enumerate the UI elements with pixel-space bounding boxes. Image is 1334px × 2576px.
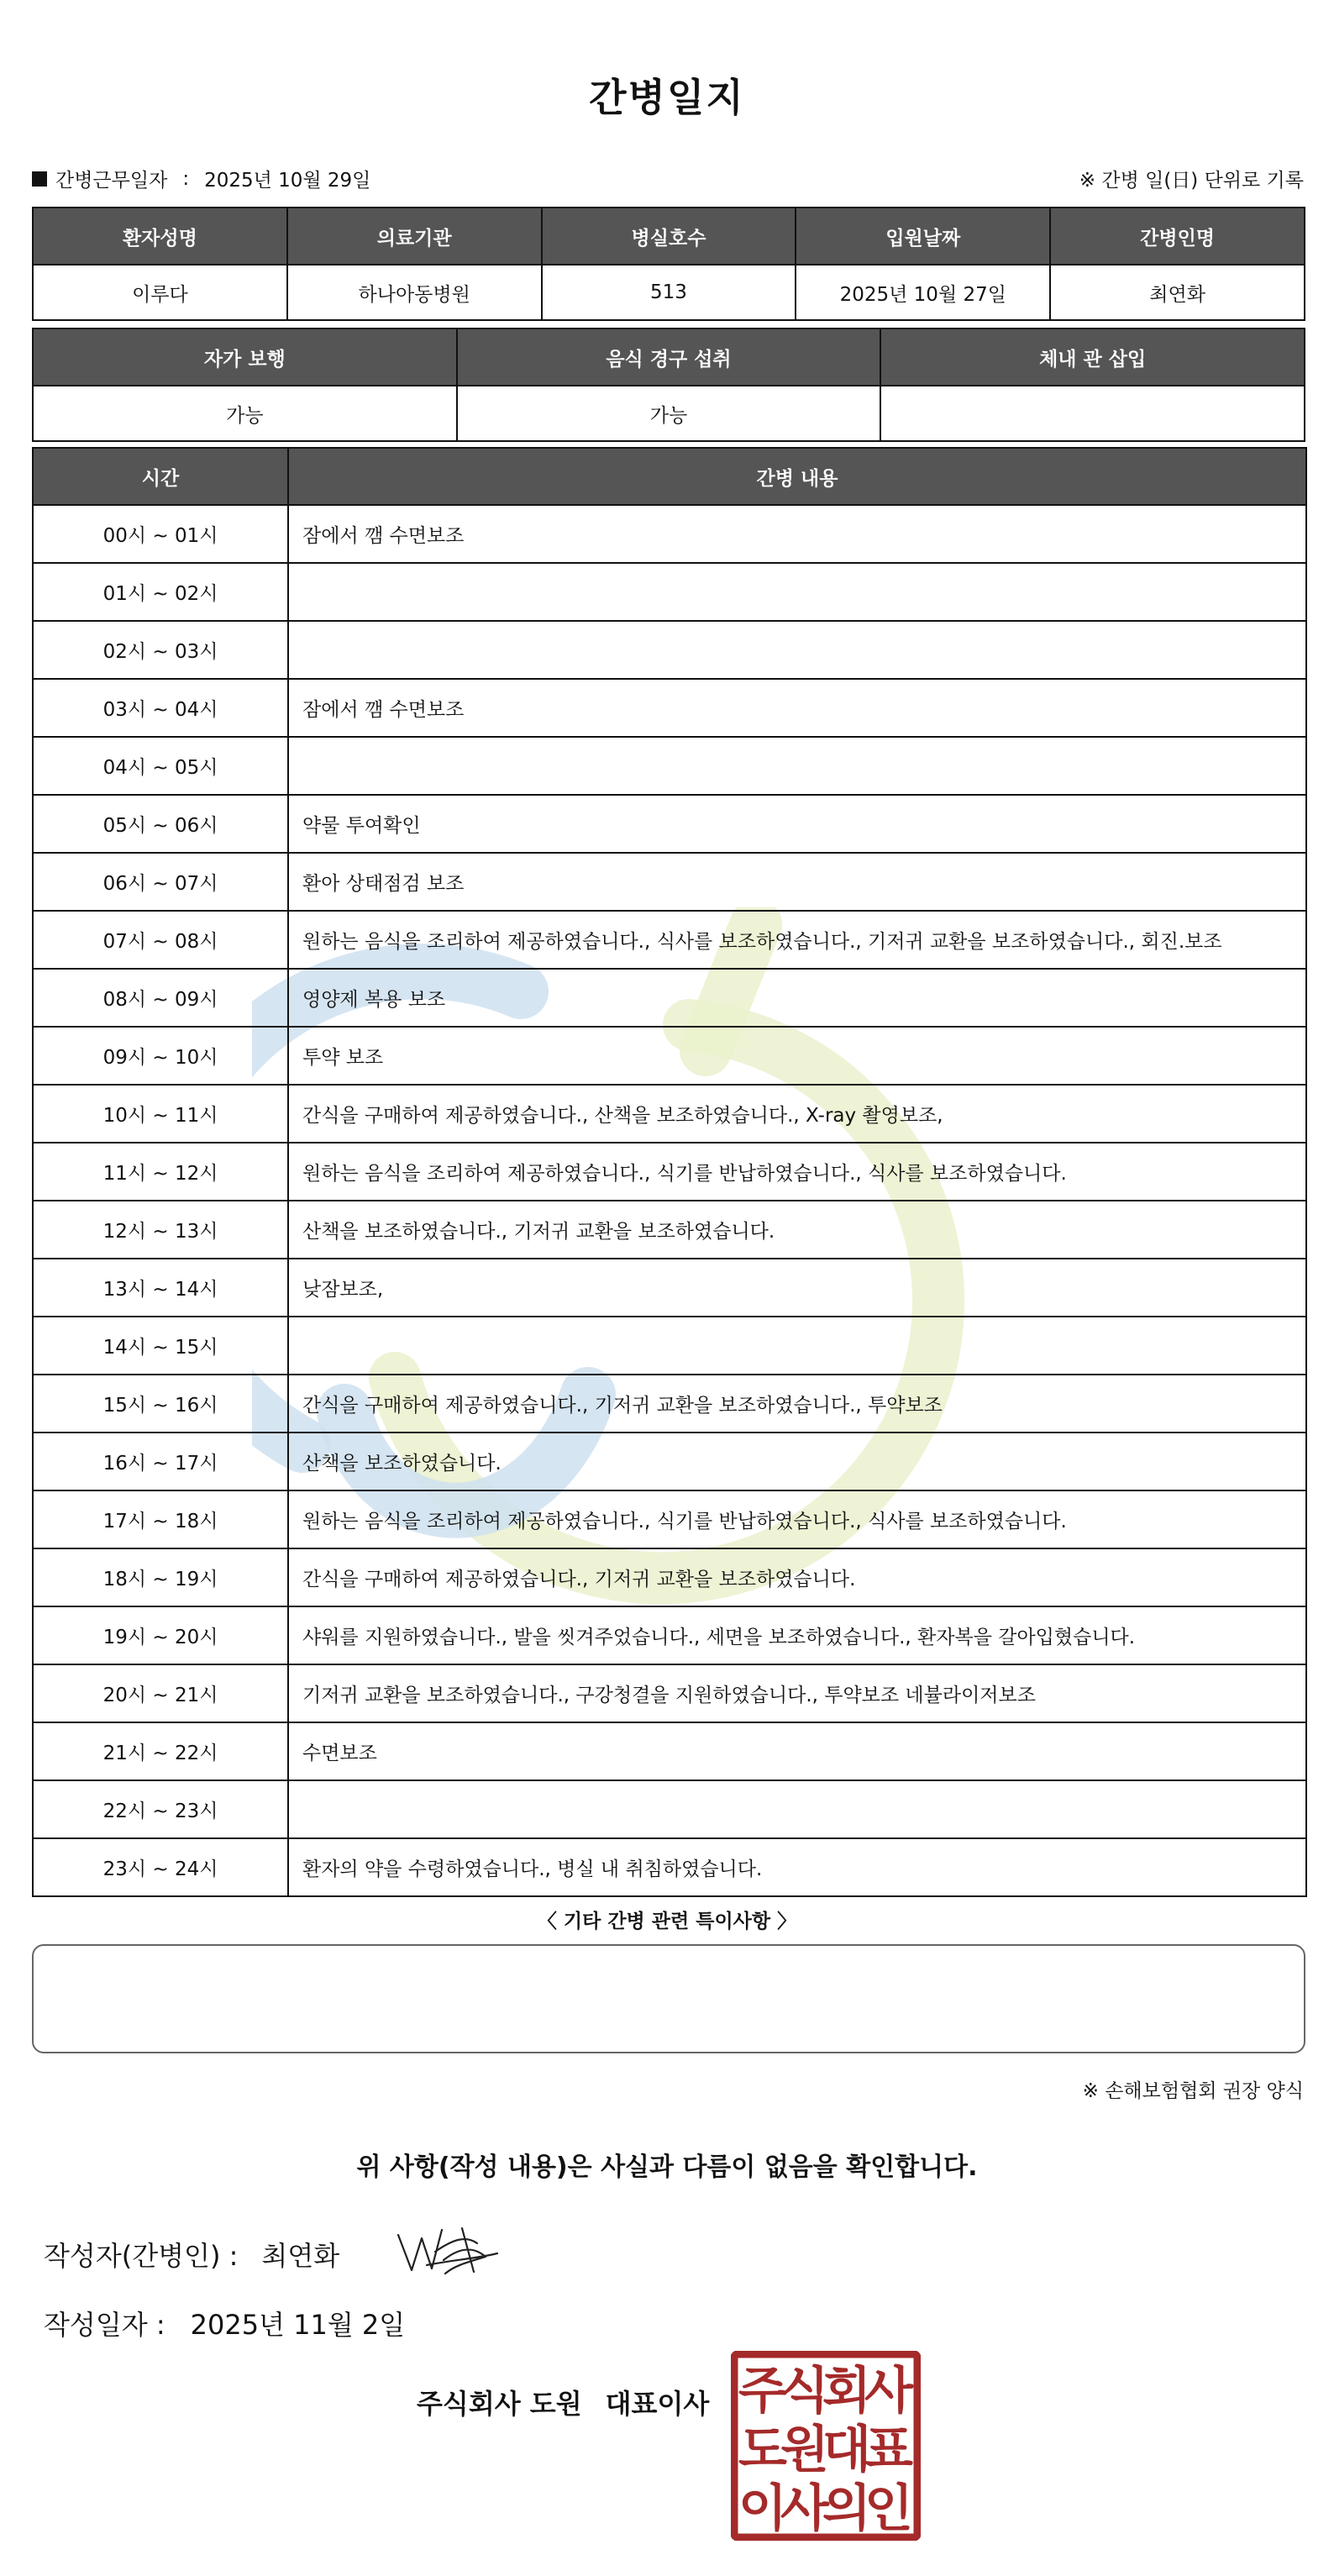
time-slot: 16시 ~ 17시 (33, 1433, 288, 1490)
time-slot: 12시 ~ 13시 (33, 1201, 288, 1259)
time-slot: 07시 ~ 08시 (33, 911, 288, 969)
time-slot: 17시 ~ 18시 (33, 1490, 288, 1548)
time-slot: 00시 ~ 01시 (33, 505, 288, 563)
hospital-name: 하나아동병원 (287, 265, 542, 320)
self-walking-value: 가능 (33, 386, 457, 441)
company-name: 주식회사 도원 (417, 2388, 582, 2420)
handwritten-signature (393, 2210, 502, 2285)
table-row (33, 1838, 1306, 1896)
care-content (288, 621, 1306, 679)
svg-text:사: 사 (780, 2479, 829, 2538)
care-content: 원하는 음식을 조리하여 제공하였습니다., 식기를 반납하였습니다., 식사를 보조하였습니다. (288, 1490, 1306, 1548)
svg-text:식: 식 (780, 2362, 829, 2421)
care-date-separator: : (182, 167, 190, 190)
svg-text:도: 도 (738, 2421, 787, 2479)
care-content: 간식을 구매하여 제공하였습니다., 산책을 보조하였습니다., X-ray 촬영보조, (288, 1085, 1306, 1143)
time-slot: 04시 ~ 05시 (33, 737, 288, 795)
room-number: 513 (542, 265, 796, 320)
tube-insertion-value (880, 386, 1305, 441)
time-slot: 02시 ~ 03시 (33, 621, 288, 679)
table-row (33, 1664, 1306, 1722)
patient-info-table (32, 207, 1305, 321)
writer-row (44, 2235, 339, 2274)
care-content: 영양제 복용 보조 (288, 969, 1306, 1027)
table-row (33, 1375, 1306, 1433)
care-date-value: 2025년 10월 29일 (204, 170, 371, 192)
svg-text:회: 회 (822, 2362, 871, 2421)
time-slot: 22시 ~ 23시 (33, 1780, 288, 1838)
time-slot: 14시 ~ 15시 (33, 1317, 288, 1375)
time-slot: 13시 ~ 14시 (33, 1259, 288, 1317)
time-slot: 11시 ~ 12시 (33, 1143, 288, 1201)
company-representative: 대표이사 (605, 2388, 710, 2420)
table-row (33, 1027, 1306, 1085)
record-unit-note: ※ 간병 일(日) 단위로 기록 (1079, 170, 1304, 192)
header-tube-insertion: 체내 관 삽입 (880, 329, 1305, 386)
table-row (33, 563, 1306, 621)
header-caregiver-name: 간병인명 (1050, 208, 1305, 265)
care-content: 환아 상태점검 보조 (288, 853, 1306, 911)
special-notes-box (32, 1944, 1305, 2053)
svg-text:이: 이 (738, 2479, 787, 2538)
svg-text:원: 원 (780, 2421, 829, 2479)
written-date-label: 작성일자 : (44, 2309, 165, 2341)
table-row (33, 679, 1306, 737)
header-time: 시간 (33, 448, 288, 505)
time-slot: 08시 ~ 09시 (33, 969, 288, 1027)
time-slot: 10시 ~ 11시 (33, 1085, 288, 1143)
care-content: 낮잠보조, (288, 1259, 1306, 1317)
caregiver-name: 최연화 (1050, 265, 1305, 320)
care-content (288, 1317, 1306, 1375)
svg-text:표: 표 (864, 2421, 913, 2479)
written-date-row (44, 2304, 405, 2342)
time-slot: 01시 ~ 02시 (33, 563, 288, 621)
care-content: 샤워를 지원하였습니다., 발을 씻겨주었습니다., 세면을 보조하였습니다., 환자복을 갈아입혔습니다. (288, 1606, 1306, 1664)
header-oral-intake: 음식 경구 섭취 (457, 329, 881, 386)
care-content: 간식을 구매하여 제공하였습니다., 기저귀 교환을 보조하였습니다., 투약보조 (288, 1375, 1306, 1433)
table-row (33, 1143, 1306, 1201)
admission-date: 2025년 10월 27일 (796, 265, 1050, 320)
care-content: 산책을 보조하였습니다., 기저귀 교환을 보조하였습니다. (288, 1201, 1306, 1259)
oral-intake-value: 가능 (457, 386, 881, 441)
svg-text:인: 인 (864, 2479, 913, 2538)
care-content: 원하는 음식을 조리하여 제공하였습니다., 식기를 반납하였습니다., 식사를 보조하였습니다. (288, 1143, 1306, 1201)
care-content: 약물 투여확인 (288, 795, 1306, 853)
table-row (33, 1722, 1306, 1780)
header-patient-name: 환자성명 (33, 208, 287, 265)
table-row (33, 1201, 1306, 1259)
special-notes-title: 〈 기타 간병 관련 특이사항 〉 (537, 1911, 797, 1932)
patient-name: 이루다 (33, 265, 287, 320)
table-row (33, 621, 1306, 679)
svg-text:대: 대 (822, 2421, 871, 2479)
time-slot: 15시 ~ 16시 (33, 1375, 288, 1433)
svg-text:주: 주 (738, 2362, 787, 2421)
table-row (33, 1317, 1306, 1375)
table-row (33, 505, 1306, 563)
square-bullet-icon (32, 171, 47, 187)
table-row (33, 1259, 1306, 1317)
care-content: 투약 보조 (288, 1027, 1306, 1085)
table-row (33, 1433, 1306, 1490)
care-content: 수면보조 (288, 1722, 1306, 1780)
form-source-note: ※ 손해보험협회 권장 양식 (1082, 2080, 1304, 2102)
page-title: 간병일지 (589, 75, 745, 120)
patient-status-table (32, 328, 1305, 442)
care-content: 잠에서 깸 수면보조 (288, 679, 1306, 737)
time-slot: 06시 ~ 07시 (33, 853, 288, 911)
header-admission-date: 입원날짜 (796, 208, 1050, 265)
care-content (288, 563, 1306, 621)
time-slot: 20시 ~ 21시 (33, 1664, 288, 1722)
care-content (288, 1780, 1306, 1838)
time-slot: 19시 ~ 20시 (33, 1606, 288, 1664)
table-row (33, 853, 1306, 911)
time-slot: 09시 ~ 10시 (33, 1027, 288, 1085)
header-self-walking: 자가 보행 (33, 329, 457, 386)
header-care-content: 간병 내용 (288, 448, 1306, 505)
time-slot: 18시 ~ 19시 (33, 1548, 288, 1606)
svg-text:의: 의 (822, 2479, 871, 2538)
table-row (33, 1548, 1306, 1606)
care-date (32, 165, 370, 192)
header-hospital: 의료기관 (287, 208, 542, 265)
table-row (33, 1606, 1306, 1664)
care-content: 환자의 약을 수령하였습니다., 병실 내 취침하였습니다. (288, 1838, 1306, 1896)
time-slot: 23시 ~ 24시 (33, 1838, 288, 1896)
table-row (33, 1085, 1306, 1143)
company-signature-line (417, 2383, 709, 2421)
table-row (33, 1780, 1306, 1838)
care-content: 원하는 음식을 조리하여 제공하였습니다., 식사를 보조하였습니다., 기저귀 교환을 보조하였습니다., 회진.보조 (288, 911, 1306, 969)
company-seal-stamp (731, 2351, 921, 2541)
time-slot: 05시 ~ 06시 (33, 795, 288, 853)
time-slot: 03시 ~ 04시 (33, 679, 288, 737)
care-log-table (32, 447, 1307, 1897)
care-content: 산책을 보조하였습니다. (288, 1433, 1306, 1490)
confirmation-statement: 위 사항(작성 내용)은 사실과 다름이 없음을 확인합니다. (356, 2153, 978, 2182)
writer-name: 최연화 (261, 2240, 340, 2272)
table-row (33, 969, 1306, 1027)
time-slot: 21시 ~ 22시 (33, 1722, 288, 1780)
table-row (33, 737, 1306, 795)
svg-text:사: 사 (864, 2362, 913, 2421)
care-content (288, 737, 1306, 795)
care-content: 잠에서 깸 수면보조 (288, 505, 1306, 563)
table-row (33, 911, 1306, 969)
header-room: 병실호수 (542, 208, 796, 265)
written-date-value: 2025년 11월 2일 (190, 2309, 406, 2341)
table-row (33, 1490, 1306, 1548)
care-content: 기저귀 교환을 보조하였습니다., 구강청결을 지원하였습니다., 투약보조 네뷸라이저보조 (288, 1664, 1306, 1722)
care-date-label: 간병근무일자 (55, 170, 168, 192)
writer-label: 작성자(간병인) : (44, 2240, 239, 2272)
table-row (33, 795, 1306, 853)
care-content: 간식을 구매하여 제공하였습니다., 기저귀 교환을 보조하였습니다. (288, 1548, 1306, 1606)
